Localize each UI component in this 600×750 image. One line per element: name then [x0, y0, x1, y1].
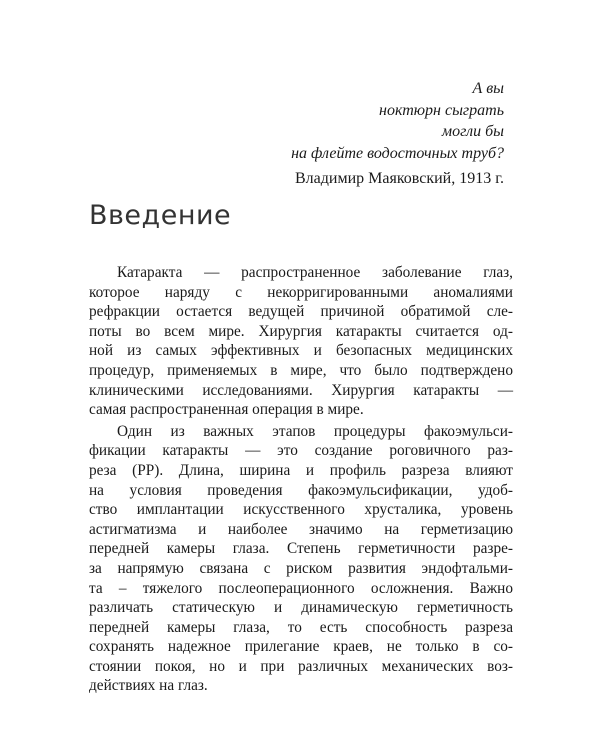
text-line: реза (РР). Длина, ширина и профиль разреза влияют [89, 461, 513, 479]
text-line: которое наряду с некорригированными аномалиями [89, 283, 513, 301]
text-line: передней камеры глаза, то есть способность разреза [89, 618, 513, 636]
text-line: передней камеры глаза. Степень герметичности разре- [89, 540, 513, 558]
epigraph-line: ноктюрн сыграть [379, 101, 504, 119]
text-line: действиях на глаз. [89, 677, 208, 695]
text-line: поты во всем мире. Хирургия катаракты считается од- [89, 322, 513, 340]
paragraph-1 [89, 263, 513, 420]
text-line: на условия проведения факоэмульсификации, удоб- [89, 481, 513, 499]
text-line: ство имплантации искусственного хрусталика, уровень [89, 501, 513, 519]
text-line: ной из самых эффективных и безопасных медицинских [89, 342, 513, 360]
text-line: стоянии покоя, но и при различных механических воз- [89, 657, 513, 675]
text-line: сохранять надежное прилегание краев, не только в со- [89, 638, 513, 656]
chapter-title: Введение [89, 200, 232, 231]
text-line: различать статическую и динамическую герметичность [89, 599, 513, 617]
text-line: Катаракта — распространенное заболевание глаз, [117, 264, 513, 281]
epigraph-line: на флейте водосточных труб? [291, 144, 504, 162]
text-line: самая распространенная операция в мире. [89, 401, 364, 419]
epigraph [291, 78, 504, 190]
paragraph-2 [89, 422, 513, 696]
text-line: рефракции остается ведущей причиной обратимой сле- [89, 303, 513, 321]
text-line: за напрямую связана с риском развития эндофтальми- [89, 559, 513, 577]
text-line: астигматизма и наиболее значимо на герметизацию [89, 520, 513, 538]
epigraph-line: А вы [472, 80, 504, 97]
epigraph-author: Владимир Маяковский, 1913 г. [294, 170, 504, 187]
text-line: процедур, применяемых в мире, что было подтверждено [89, 361, 513, 379]
epigraph-line: могли бы [441, 123, 504, 140]
text-line: фикации катаракты — это создание роговичного раз- [89, 442, 513, 460]
body-text [89, 263, 513, 696]
text-line: та – тяжелого послеоперационного осложнения. Важно [89, 579, 513, 597]
text-line: Один из важных этапов процедуры факоэмульси- [117, 422, 513, 440]
text-line: клиническими исследованиями. Хирургия катаракты — [89, 381, 513, 399]
